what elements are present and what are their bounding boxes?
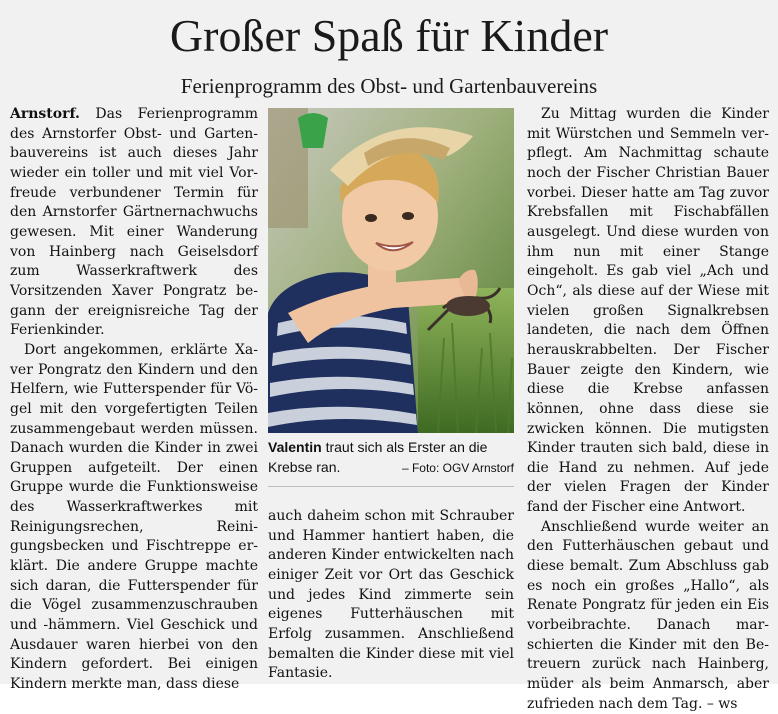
- dateline: Arnstorf.: [10, 106, 80, 122]
- paragraph: [10, 105, 258, 341]
- paragraph: [527, 518, 769, 714]
- photo-boy-holding-crayfish: [268, 108, 514, 433]
- paragraph-text: Anschließend wurde weiter an den Futterhäuschen gebaut und diese bemalt. Zum Abschluss gab es noch ein großes „Hallo“, als Renate Pongratz für jeden ein Eis vorbeibrachte. Danach marschierten die Kinder mit den Betreuern zurück nach Hainberg, müder als beim Anmarsch, aber zufrieden nach dem Tag.: [527, 518, 769, 712]
- subheadline: Ferienprogramm des Obst- und Gartenbauvereins: [180, 74, 598, 98]
- paragraph: Zu Mittag wurden die Kinder mit Würstchen und Semmeln verpflegt. Am Nachmittag schaute noch der Fischer Christian Bauer vorbei. Dieser hatte am Tag zuvor Krebsfallen mit Fischabfällen ausgelegt. Und diese wurden von ihm nun mit einer Stange eingeholt. Es gab viel „Ach und Och“, als diese auf der Wiese mit vielen großen Signalkrebsen landeten, die nach dem Öffnen herauskrabbelten. Der Fischer Bauer zeigte den Kindern, wie diese die Krebse anfassen können, ohne dass diese sie zwicken können. Die mutigsten Kinder trauten sich bald, diese in die Hand zu nehmen. Auf jede der vielen Fragen der Kinder fand der Fischer eine Antwort.: [527, 106, 769, 516]
- photo-credit: – Foto: OGV Arnstorf: [401, 461, 514, 475]
- article-column-2: [268, 507, 514, 684]
- caption-name: Valentin: [268, 439, 322, 455]
- photo-caption: [268, 437, 514, 478]
- article-photo: [268, 108, 514, 433]
- article-column-3: [527, 105, 769, 714]
- paragraph-text: Das Ferienprogramm des Arnstorfer Obst- und Gartenbauvereins ist auch dieses Jahr wieder ein toller und mit viel Vorfreude verbundener Termin für den Arnstorfer Gärtnernachwuchs gewesen. Mit einer Wanderung von Hainberg nach Geiselsdorf zum Wasserkraftwerk des Vorsitzenden Xaver Pongratz begann der ereignisreiche Tag der Ferienkinder.: [10, 106, 259, 339]
- paragraph: Dort angekommen, erklärte Xaver Pongratz den Kindern und den Helfern, wie Futterspender für Vögel mit den vorgefertigten Teilen zusammengebaut werden müssen. Danach wurden die Kinder in zwei Gruppen aufgeteilt. Der einen Gruppe wurde die Funktionsweise des Wasserkraftwerkes mit Reinigungsrechen, Reinigungsbecken und Fischtreppe erklärt. Die andere Gruppe machte sich daran, die Futterspender für die Vögel zusammenzuschrauben und -hämmern. Viel Geschick und Ausdauer waren hierbei von den Kindern gefordert. Bei einigen Kindern merkte man, dass diese: [10, 341, 258, 693]
- article-column-1: [10, 105, 258, 695]
- author-signature: – ws: [706, 695, 738, 712]
- paragraph: auch daheim schon mit Schrauber und Hammer hantiert haben, die anderen Kinder entwickelten nach einiger Zeit vor Ort das Geschick und jedes Kind zimmerte sein eigenes Futterhäuschen mit Erfolg zusammen. Anschließend bemalten die Kinder diese mit viel Fantasie.: [268, 508, 514, 682]
- headline: Großer Spaß für Kinder: [169, 10, 609, 61]
- caption-text: traut sich als Erster an die Krebse ran.: [268, 439, 488, 475]
- caption-divider: [268, 486, 514, 487]
